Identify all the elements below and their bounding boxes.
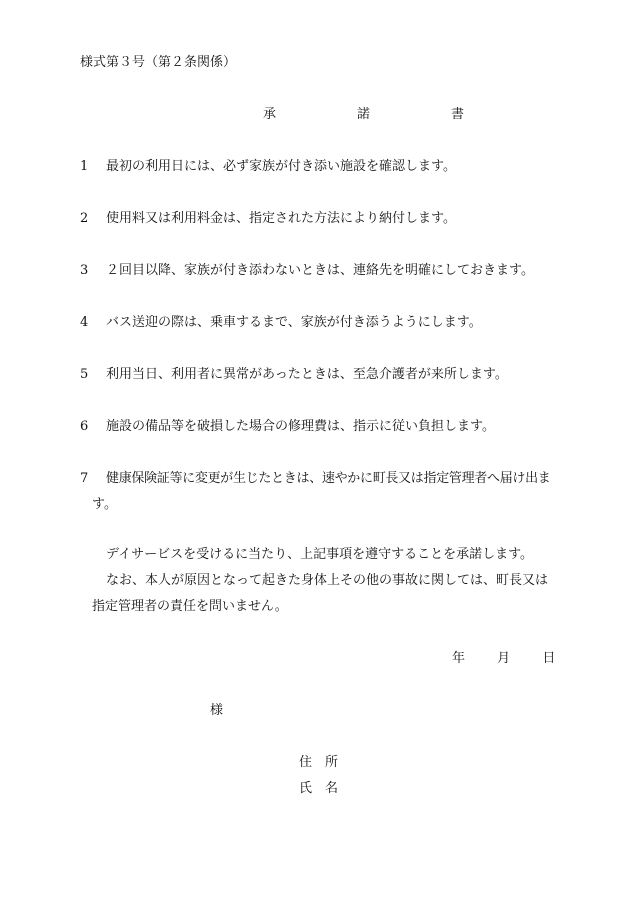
form-number: 様式第３号（第２条関係） <box>80 55 237 70</box>
statement-line: 指定管理者の責任を問いません。 <box>92 599 288 614</box>
item-number: 6 <box>80 419 89 434</box>
item-text: 健康保険証等に変更が生じたときは、速やかに町長又は指定管理者へ届け出ま <box>106 471 551 486</box>
item-number: 4 <box>80 315 89 330</box>
date-day-label: 日 <box>542 651 556 666</box>
item-number: 1 <box>80 159 89 174</box>
statement-line: なお、本人が原因となって起きた身体上その他の事故に関しては、町長又は <box>106 573 549 588</box>
item-number: 7 <box>80 471 89 486</box>
addressee-suffix: 様 <box>210 703 224 718</box>
item-number: 3 <box>80 263 89 278</box>
name-label: 氏 名 <box>299 781 339 796</box>
item-text: ２回目以降、家族が付き添わないときは、連絡先を明確にしておきます。 <box>106 263 534 278</box>
date-year-label: 年 <box>452 651 466 666</box>
item-text: バス送迎の際は、乗車するまで、家族が付き添うようにします。 <box>106 315 482 330</box>
item-text: 利用当日、利用者に異常があったときは、至急介護者が来所します。 <box>106 367 508 382</box>
date-row <box>452 652 555 665</box>
item-text: 施設の備品等を破損した場合の修理費は、指示に従い負担します。 <box>106 419 495 434</box>
address-label: 住 所 <box>299 755 339 770</box>
statement-line: デイサービスを受けるに当たり、上記事項を遵守することを承諾します。 <box>106 547 534 562</box>
item-number: 2 <box>80 211 89 226</box>
item-text: 最初の利用日には、必ず家族が付き添い施設を確認します。 <box>106 159 456 174</box>
document-title: 承 諾 書 <box>263 107 499 122</box>
date-month-label: 月 <box>497 651 511 666</box>
item-text-continuation: す。 <box>92 497 117 512</box>
item-text: 使用料又は利用料金は、指定された方法により納付します。 <box>106 211 456 226</box>
item-number: 5 <box>80 367 89 382</box>
